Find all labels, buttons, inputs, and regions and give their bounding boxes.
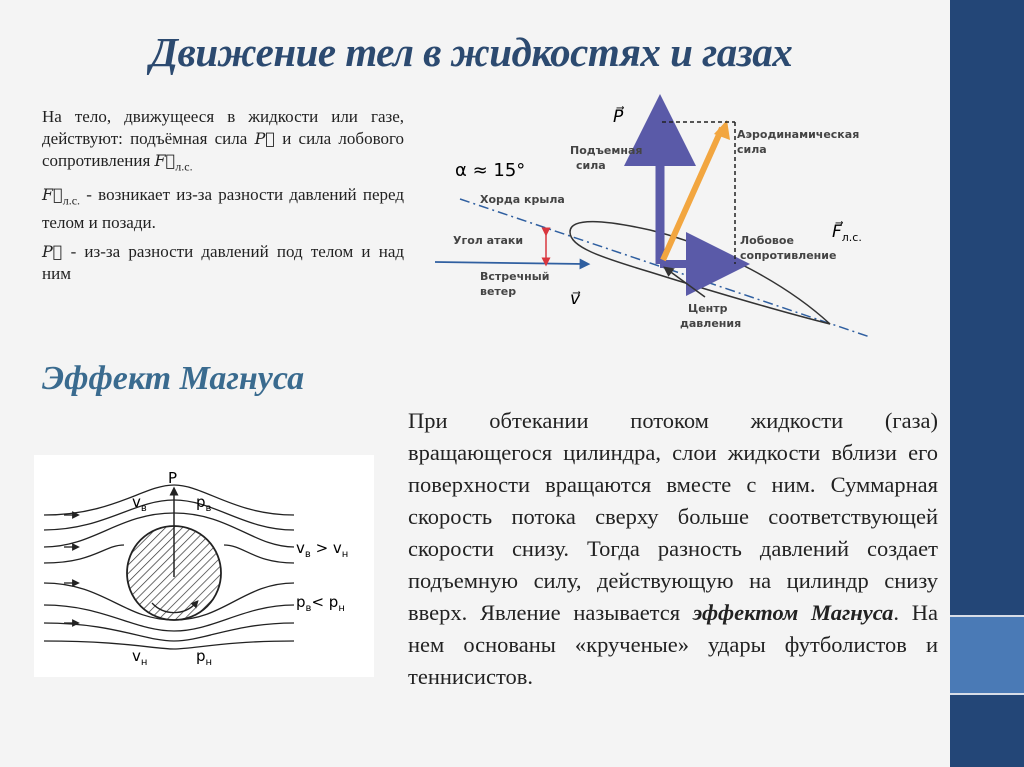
label-p-top-main: p xyxy=(196,493,206,511)
drag-symbol: F⃗ xyxy=(154,151,176,170)
cmp-v-1-sub: в xyxy=(304,549,311,560)
intro-p1-pre: На тело, движущееся в жидкости или газе, действуют: подъёмная сила xyxy=(42,107,404,148)
drag-vector-sub: л.с. xyxy=(841,231,862,244)
lift-symbol: P⃗ xyxy=(254,129,275,148)
drag-label-1: Лобовое xyxy=(740,234,794,247)
label-v-top xyxy=(132,493,147,514)
headwind-label-1: Встречный xyxy=(480,270,550,283)
drag-label-2: сопротивление xyxy=(740,249,837,262)
wing-diagram xyxy=(430,92,900,342)
drag-vector-symbol: F⃗ xyxy=(832,222,842,242)
aero-label-1: Аэродинамическая xyxy=(737,128,860,141)
sidebar-band-bottom xyxy=(950,695,1024,767)
streamline-5 xyxy=(224,545,294,563)
label-p-compare xyxy=(296,593,345,614)
cmp-p-2: p xyxy=(328,593,339,611)
streamline-9 xyxy=(44,641,294,649)
magnus-text xyxy=(408,405,938,693)
label-p-bottom-sub: н xyxy=(205,657,213,668)
sidebar-band-accent xyxy=(950,615,1024,695)
magnus-text-tail: . На нем основаны «крученые» удары футболистов и теннисистов. xyxy=(408,600,939,689)
cmp-p-1-sub: в xyxy=(305,603,312,614)
drag-symbol-2: F⃗ xyxy=(42,185,63,205)
velocity-label: v⃗ xyxy=(570,289,581,309)
magnus-title: Эффект Магнуса xyxy=(42,360,305,397)
cmp-v-2: v xyxy=(332,539,342,557)
streamline-4 xyxy=(44,545,124,563)
headwind-label-2: ветер xyxy=(480,285,517,298)
intro-p2-text: - возникает из-за разности давлений перед телом и позади. xyxy=(42,185,405,232)
streamline-8 xyxy=(44,623,294,641)
cmp-p-op: < xyxy=(311,593,329,611)
cmp-v-1: v xyxy=(296,539,305,557)
intro-paragraph-2 xyxy=(42,184,404,233)
decorative-sidebar xyxy=(950,0,1024,767)
magnus-text-emphasis: эффектом Магнуса xyxy=(692,600,894,625)
label-p-top xyxy=(196,493,212,514)
cmp-p-1: p xyxy=(296,593,306,611)
magnus-diagram xyxy=(34,455,374,677)
sidebar-band-top xyxy=(950,0,1024,615)
drag-symbol-2-sub: л.с. xyxy=(62,193,81,208)
aero-force-arrow xyxy=(663,128,722,260)
intro-p1-mid: и сила лобового сопротивления xyxy=(42,129,405,170)
label-v-bottom xyxy=(132,647,147,668)
intro-p3-text: - из-за разности давлений под телом и над ним xyxy=(42,241,405,283)
label-v-compare xyxy=(296,539,348,560)
magnus-diagram-panel xyxy=(34,455,374,677)
label-p-top-sub: в xyxy=(205,503,212,514)
lift-vector-label: P⃗ xyxy=(613,107,624,127)
headwind-arrow xyxy=(435,262,585,264)
lift-force-label-2: сила xyxy=(576,159,606,172)
center-pointer xyxy=(668,270,705,297)
center-label-2: давления xyxy=(680,317,742,330)
label-v-bottom-main: v xyxy=(132,647,141,665)
cmp-p-2-sub: н xyxy=(338,603,345,614)
cmp-v-op: > xyxy=(310,539,333,557)
lift-force-label-1: Подъемная xyxy=(570,144,643,157)
magnus-force-label: P xyxy=(168,469,178,487)
slide-title: Движение тел в жидкостях и газах xyxy=(150,29,793,75)
chord-label: Хорда крыла xyxy=(480,193,565,206)
intro-paragraph-3 xyxy=(42,241,404,285)
label-v-bottom-sub: н xyxy=(140,657,148,668)
label-p-bottom xyxy=(196,647,212,668)
drag-vector-label xyxy=(832,220,862,244)
label-v-top-sub: в xyxy=(140,503,147,514)
angle-label: α ≈ 15° xyxy=(455,160,526,181)
lift-symbol-2: P⃗ xyxy=(42,241,63,261)
attack-angle-label: Угол атаки xyxy=(453,234,524,247)
drag-symbol-sub: л.с. xyxy=(175,159,193,174)
sidebar-divider-1 xyxy=(950,615,1024,617)
intro-text xyxy=(42,106,404,292)
aero-label-2: сила xyxy=(737,143,767,156)
intro-paragraph-1 xyxy=(42,106,404,177)
center-label-1: Центр xyxy=(688,302,728,315)
label-v-top-main: v xyxy=(132,493,141,511)
cmp-v-2-sub: н xyxy=(341,549,349,560)
sidebar-divider-2 xyxy=(950,693,1024,695)
label-p-bottom-main: p xyxy=(196,647,206,665)
magnus-text-main: При обтекании потоком жидкости (газа) вращающегося цилиндра, слои жидкости вблизи его поверхности вращаются вместе с ним. Суммарная скорость потока сверху больше соответствующей скорости снизу. Тогда разность давлений создает подъемную силу, действующую на цилиндр снизу вверх. Явление называется xyxy=(408,408,938,625)
